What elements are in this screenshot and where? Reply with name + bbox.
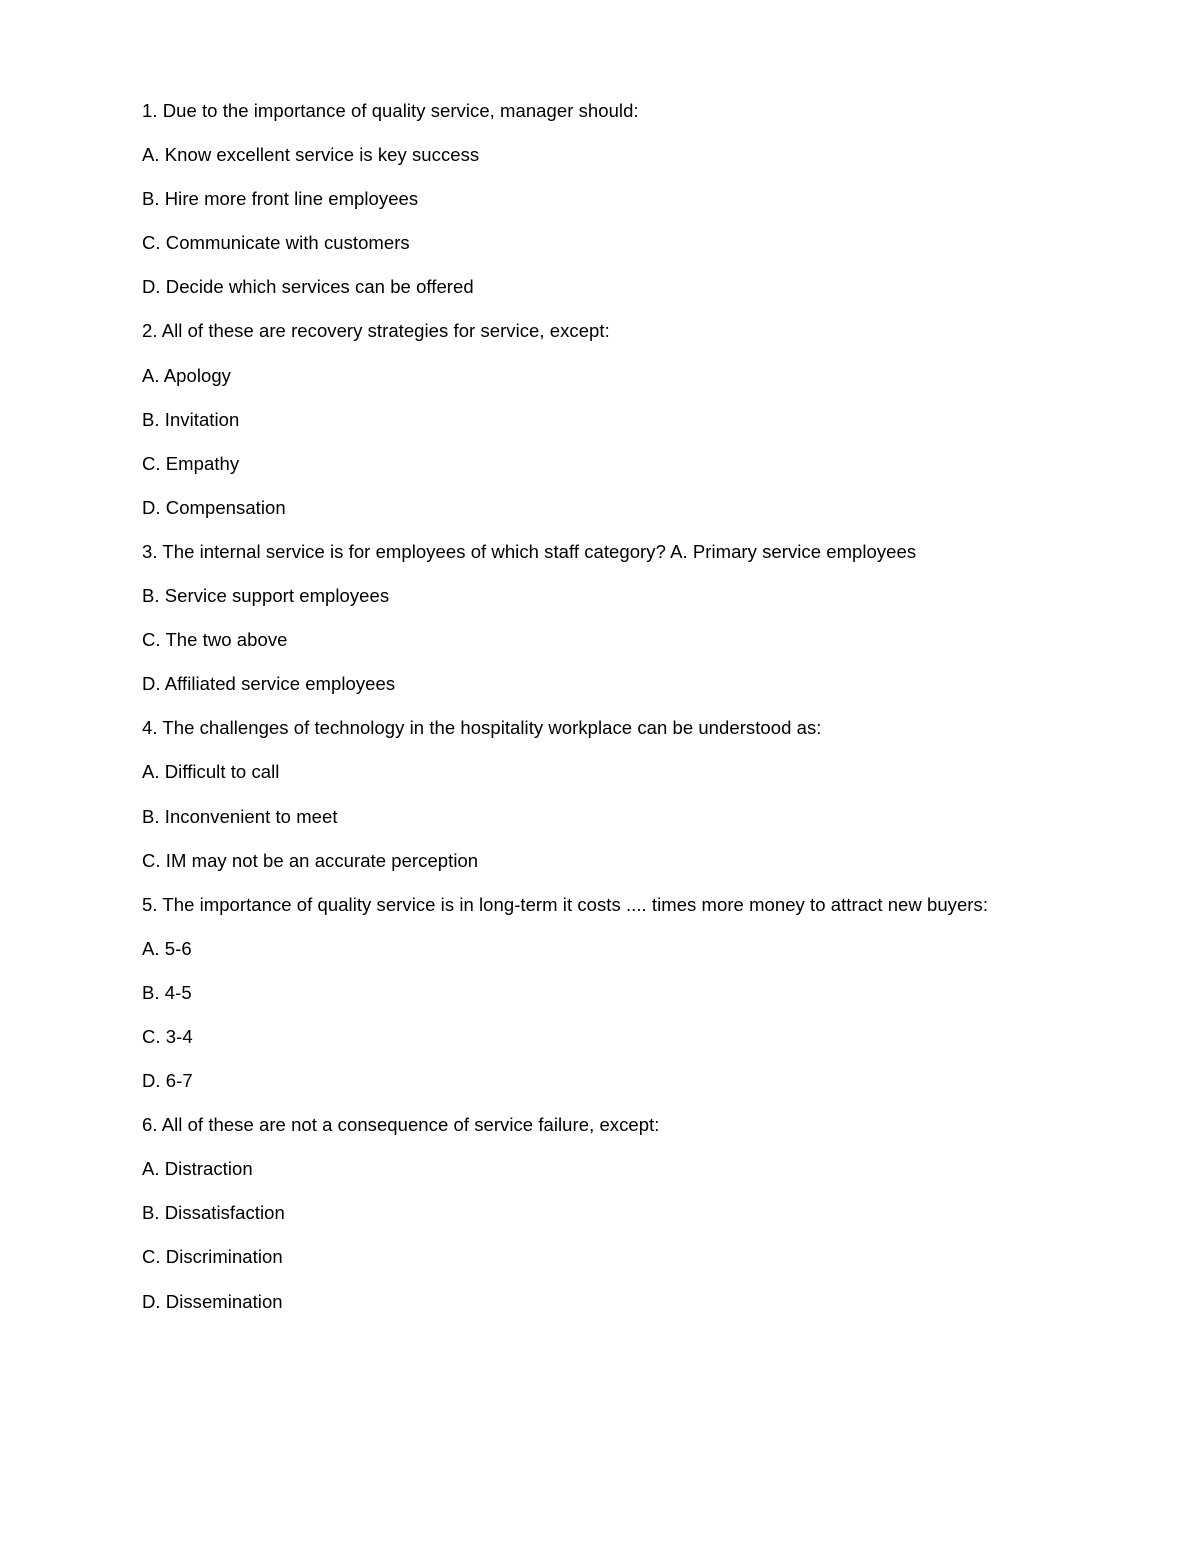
- question-5-option-d: D. 6-7: [142, 1070, 193, 1092]
- question-6-option-d: D. Dissemination: [142, 1290, 283, 1312]
- question-5-option-a: A. 5-6: [142, 937, 192, 959]
- question-4-option-b: B. Inconvenient to meet: [142, 805, 338, 827]
- question-4-option-a: A. Difficult to call: [142, 761, 280, 783]
- question-2-option-c: C. Empathy: [142, 452, 240, 474]
- question-3-option-d: D. Affiliated service employees: [142, 673, 396, 695]
- question-1-option-b: B. Hire more front line employees: [142, 188, 419, 210]
- question-4-option-c: C. IM may not be an accurate perception: [142, 849, 479, 871]
- question-6-text: 6. All of these are not a consequence of service failure, except:: [142, 1114, 660, 1136]
- question-6-option-c: C. Discrimination: [142, 1246, 283, 1268]
- question-2-text: 2. All of these are recovery strategies for service, except:: [142, 320, 610, 342]
- question-1-text: 1. Due to the importance of quality service, manager should:: [142, 100, 639, 121]
- question-2-option-b: B. Invitation: [142, 408, 240, 430]
- question-5-option-b: B. 4-5: [142, 981, 192, 1003]
- question-1-option-d: D. Decide which services can be offered: [142, 276, 474, 298]
- question-6-option-b: B. Dissatisfaction: [142, 1202, 285, 1224]
- question-1-option-a: A. Know excellent service is key success: [142, 144, 480, 166]
- question-5-option-c: C. 3-4: [142, 1025, 193, 1047]
- question-2-option-d: D. Compensation: [142, 496, 286, 518]
- question-3-text: 3. The internal service is for employees of which staff category? A. Primary service employees: [142, 540, 917, 562]
- question-3-option-b: B. Service support employees: [142, 585, 390, 607]
- question-4-text: 4. The challenges of technology in the hospitality workplace can be understood as:: [142, 717, 822, 739]
- question-6-option-a: A. Distraction: [142, 1158, 253, 1180]
- question-1-option-c: C. Communicate with customers: [142, 232, 410, 254]
- question-3-option-c: C. The two above: [142, 629, 288, 651]
- quiz-content: [142, 98, 1142, 1333]
- question-5-text: 5. The importance of quality service is in long-term it costs .... times more money to attract new buyers:: [142, 893, 989, 915]
- question-2-option-a: A. Apology: [142, 364, 231, 386]
